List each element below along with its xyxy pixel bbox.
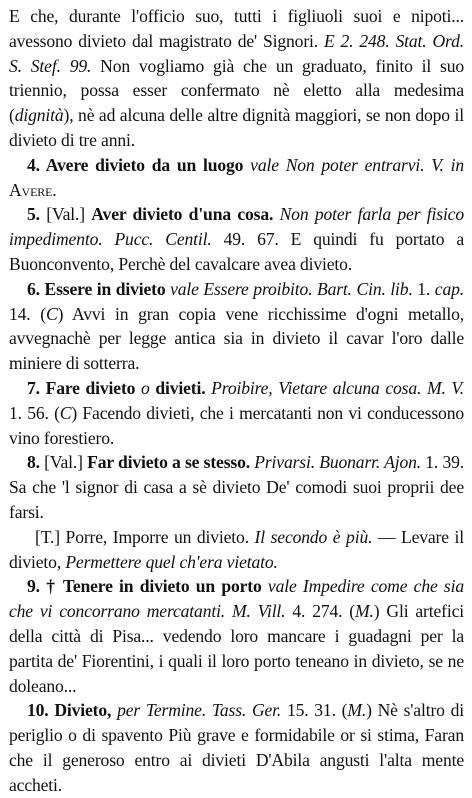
headword-run: divieti. bbox=[149, 377, 206, 398]
sense-number: 8. bbox=[27, 452, 40, 473]
sense-paragraph bbox=[9, 277, 464, 376]
sense-number: 6. bbox=[27, 278, 40, 299]
text-run: [Val.] bbox=[39, 204, 92, 225]
sense-paragraph bbox=[9, 698, 464, 797]
sense-number: 7. bbox=[27, 377, 40, 398]
headword-run: Far divieto a se stesso. bbox=[87, 452, 250, 473]
text-run: — Levare il divieto, bbox=[9, 526, 464, 572]
text-run: ) Avvi in gran copia vene ricchissime d'ogni metallo, avvegnachè per legge antica sia in divieto il cavar l'oro dalle miniere di sotterra. bbox=[9, 303, 464, 374]
small-caps-run: Avere bbox=[9, 179, 53, 200]
entry-continuation-paragraph bbox=[9, 4, 464, 153]
text-run: 1. bbox=[412, 278, 435, 299]
italic-run: C bbox=[59, 402, 72, 423]
italic-run: C bbox=[45, 303, 58, 324]
headword-run: Divieto, bbox=[48, 700, 118, 721]
headword-run: Fare divieto bbox=[39, 377, 142, 398]
italic-run: dignità bbox=[14, 105, 64, 126]
sense-number: 5. bbox=[27, 204, 40, 225]
italic-run: Proibire, Vietare alcuna cosa. M. V. bbox=[205, 377, 464, 398]
text-run: ) Nè s'altro di periglio o di spavento Più grave e formidabile or si stima, Faran che il generoso entro ai divieti D'Abila angusti l'alta mente accheti. bbox=[9, 700, 464, 795]
text-run: 4. 274. ( bbox=[285, 601, 356, 622]
text-run: ) Facendo divieti, che i mercatanti non vi conducessono vino forestiero. bbox=[9, 402, 464, 448]
sense-number: 10. bbox=[27, 700, 49, 721]
italic-run: vale Non poter entrarvi. V. in bbox=[250, 154, 464, 175]
sub-sense-paragraph bbox=[9, 525, 464, 575]
italic-run: Permettere quel ch'era vietato. bbox=[65, 551, 278, 572]
headword-run: Avere divieto da un luogo bbox=[39, 154, 251, 175]
text-run: 14. ( bbox=[9, 303, 46, 324]
italic-run: Non poter farla per fisico impedimento. Pucc. Centil. bbox=[9, 204, 464, 250]
text-run: [T.] Porre, Imporre un divieto. bbox=[35, 526, 255, 547]
text-run: ) Gli artefici della città di Pisa... vedendo loro mancare i guadagni per la partita de' Fiorentini, i quali il loro porto teneano in divieto, se ne doleano... bbox=[9, 601, 464, 696]
italic-run: per Termine. Tass. Ger. bbox=[117, 700, 282, 721]
text-run: ), nè ad alcuna delle altre dignità maggiori, se non dopo il divieto di tre anni. bbox=[9, 105, 464, 150]
italic-run: o bbox=[141, 377, 150, 398]
italic-run: Privarsi. Buonarr. Ajon. bbox=[249, 452, 421, 473]
sense-paragraph bbox=[9, 450, 464, 524]
text-run: [Val.] bbox=[39, 452, 88, 473]
text-run: 49. 67. E quindi fu portato a Buonconvento, Perchè del cavalcare avea divieto. bbox=[9, 229, 464, 274]
italic-run: cap. bbox=[434, 278, 464, 299]
text-run: . bbox=[52, 179, 57, 200]
sense-paragraph bbox=[9, 153, 464, 203]
text-run: Non vogliamo già che un graduato, finito il suo triennio, possa esser confermato nè eletto alla medesima ( bbox=[9, 55, 464, 126]
text-run: E che, durante l'officio suo, tutti i figliuoli suoi e nipoti... avessono divieto dal magistrato de' Signori. bbox=[9, 6, 464, 51]
sense-paragraph bbox=[9, 376, 464, 450]
headword-run: Essere in divieto bbox=[39, 278, 171, 299]
sense-number: 9. bbox=[27, 576, 40, 597]
sense-number: 4. bbox=[27, 154, 40, 175]
sense-paragraph bbox=[9, 202, 464, 276]
text-run: 15. 31. ( bbox=[281, 700, 348, 721]
headword-run: † Tenere in divieto un porto bbox=[39, 576, 268, 597]
text-run: 1. 56. ( bbox=[9, 402, 60, 423]
italic-run: Il secondo è più. bbox=[254, 526, 373, 547]
italic-run: M. bbox=[347, 700, 367, 721]
italic-run: M. bbox=[355, 601, 374, 622]
italic-run: vale Essere proibito. Bart. Cin. lib. bbox=[170, 278, 413, 299]
sense-paragraph bbox=[9, 574, 464, 698]
headword-run: Aver divieto d'una cosa. bbox=[91, 204, 274, 225]
text-run: 1. 39. Sa che 'l signor di casa a sè divieto De' comodi suoi proprii dee farsi. bbox=[9, 452, 464, 522]
italic-run: vale Impedire come che sia che vi concorrano mercatanti. M. Vill. bbox=[9, 576, 464, 622]
italic-run: E 2. 248. Stat. Ord. S. Stef. 99. bbox=[9, 30, 464, 76]
